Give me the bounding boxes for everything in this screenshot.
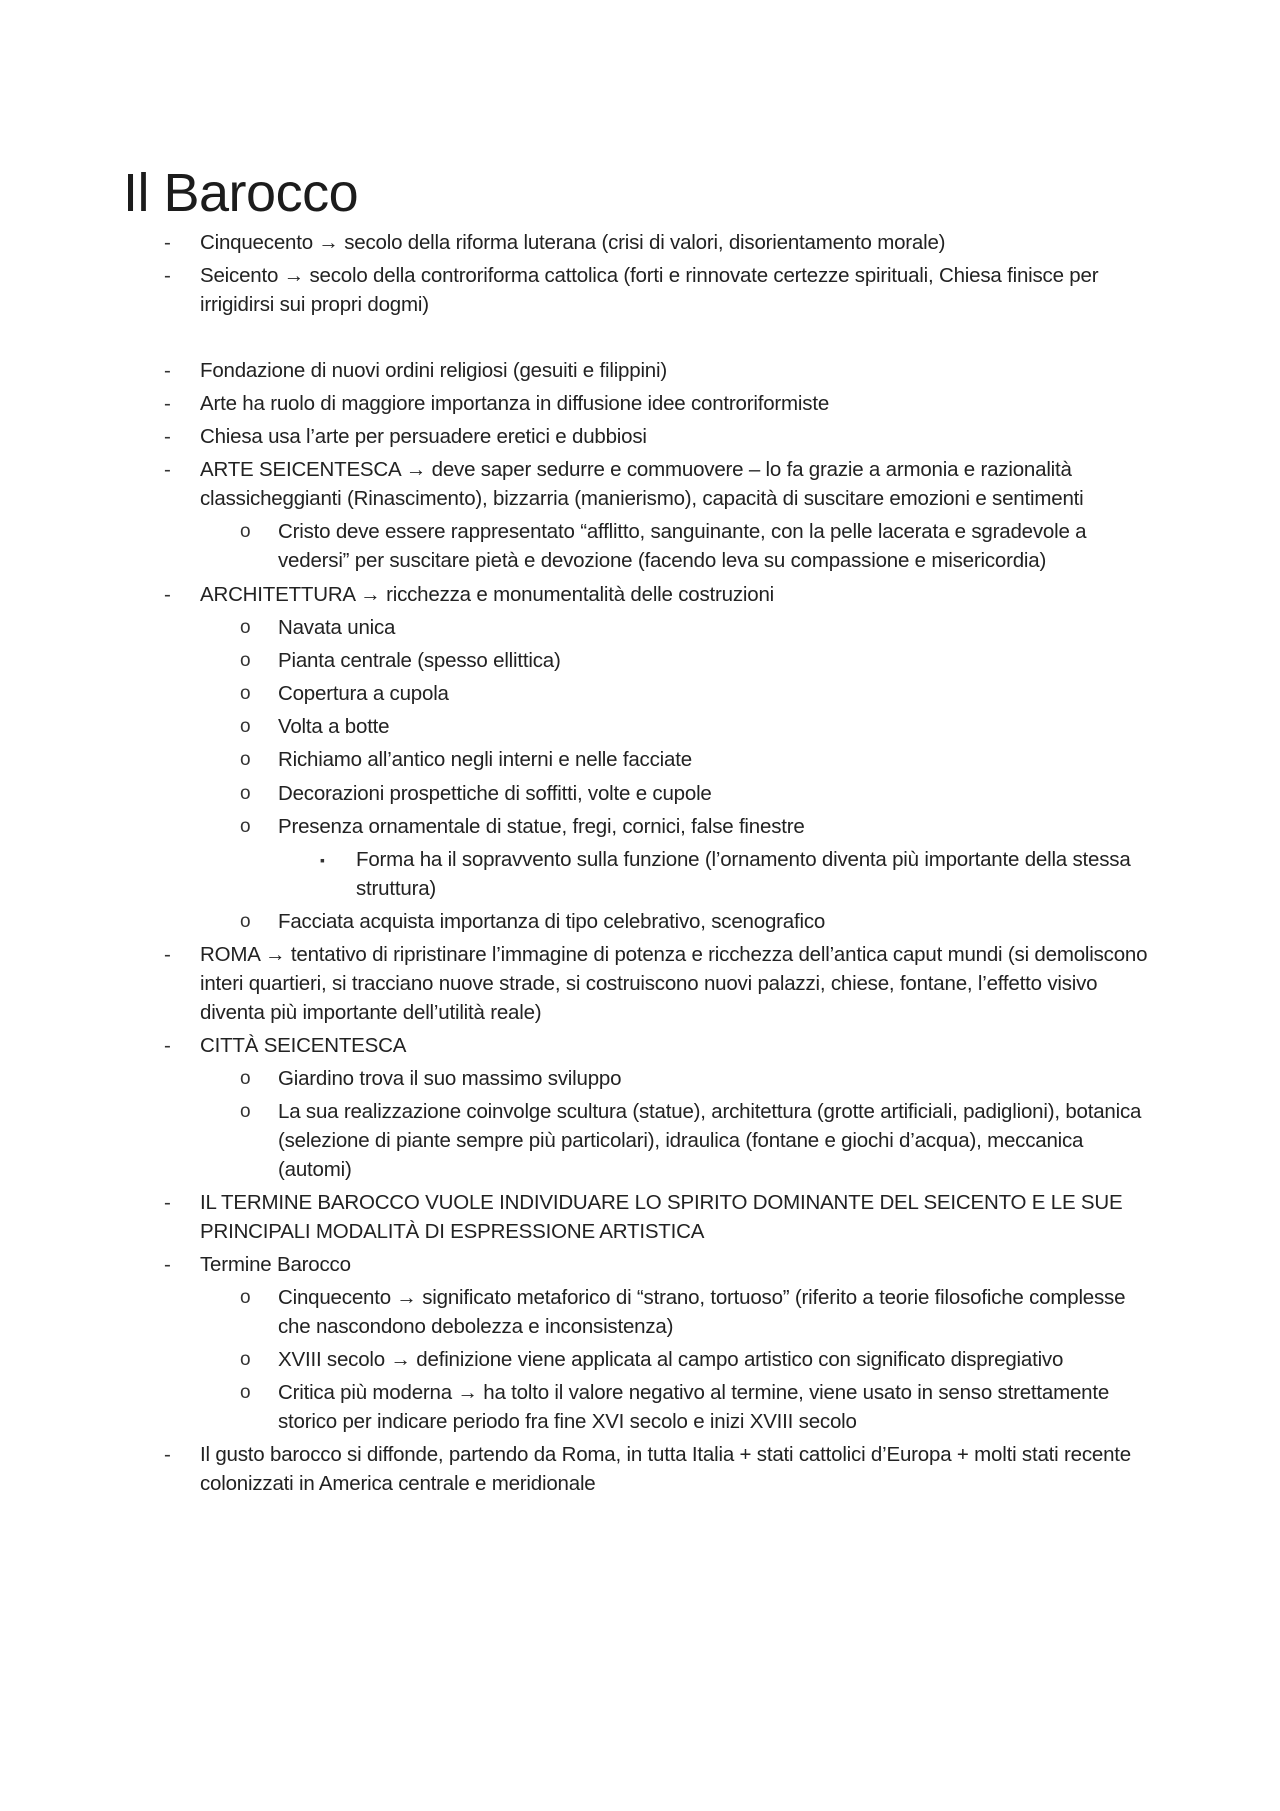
circle-bullet: o xyxy=(240,1068,251,1089)
list-item: o XVIII secolo → definizione viene applicata al campo artistico con significato dispregiativo xyxy=(278,1345,1158,1374)
circle-bullet: o xyxy=(240,911,251,932)
list-item: o Facciata acquista importanza di tipo celebrativo, scenografico xyxy=(278,907,1158,936)
dash-bullet: - xyxy=(164,458,171,481)
circle-bullet: o xyxy=(240,683,251,704)
circle-bullet: o xyxy=(240,521,251,542)
dash-bullet: - xyxy=(164,392,171,415)
circle-bullet: o xyxy=(240,1287,251,1308)
circle-bullet: o xyxy=(240,716,251,737)
dash-bullet: - xyxy=(164,1253,171,1276)
arrow-right-icon: → xyxy=(390,1348,411,1371)
list-item: - Arte ha ruolo di maggiore importanza in diffusione idee controriformiste xyxy=(200,389,1160,418)
arrow-right-icon: → xyxy=(265,943,286,966)
list-item: - ROMA → tentativo di ripristinare l’immagine di potenza e ricchezza dell’antica caput mundi (si demoliscono interi quartieri, si tracciano nuove strade, si costruiscono nuovi palazzi, chiese, fontane, l’effetto visivo diventa più importante dell’utilità reale) xyxy=(200,940,1160,1027)
arrow-right-icon: → xyxy=(360,583,381,606)
dash-bullet: - xyxy=(164,1191,171,1214)
dash-bullet: - xyxy=(164,359,171,382)
list-item: o Giardino trova il suo massimo sviluppo xyxy=(278,1064,1158,1093)
circle-bullet: o xyxy=(240,749,251,770)
list-item: o Critica più moderna → ha tolto il valore negativo al termine, viene usato in senso strettamente storico per indicare periodo fra fine XVI secolo e inizi XVIII secolo xyxy=(278,1378,1158,1436)
circle-bullet: o xyxy=(240,617,251,638)
dash-bullet: - xyxy=(164,231,171,254)
list-item: o Richiamo all’antico negli interni e nelle facciate xyxy=(278,745,1158,774)
list-item: o Pianta centrale (spesso ellittica) xyxy=(278,646,1158,675)
dash-bullet: - xyxy=(164,425,171,448)
arrow-right-icon: → xyxy=(283,264,304,287)
list-item: - ARCHITETTURA → ricchezza e monumentalità delle costruzioni xyxy=(200,580,1160,609)
list-item: ▪ Forma ha il sopravvento sulla funzione (l’ornamento diventa più importante della stessa struttura) xyxy=(320,848,1131,900)
circle-bullet: o xyxy=(240,1349,251,1370)
circle-bullet: o xyxy=(240,650,251,671)
list-item: - ARTE SEICENTESCA → deve saper sedurre e commuovere – lo fa grazie a armonia e razionalità classicheggianti (Rinascimento), bizzarria (manierismo), capacità di suscitare emozioni e sentimenti xyxy=(200,455,1160,513)
arrow-right-icon: → xyxy=(405,458,427,481)
circle-bullet: o xyxy=(240,783,251,804)
list-item: o La sua realizzazione coinvolge scultura (statue), architettura (grotte artificiali, padiglioni), botanica (selezione di piante sempre più particolari), idraulica (fontane e giochi d’acqua), meccanica (automi) xyxy=(278,1097,1158,1184)
dash-bullet: - xyxy=(164,264,171,287)
list-item: o Decorazioni prospettiche di soffitti, volte e cupole xyxy=(278,779,1158,808)
dash-bullet: - xyxy=(164,583,171,606)
dash-bullet: - xyxy=(164,1443,171,1466)
list-item: - CITTÀ SEICENTESCA xyxy=(200,1031,1160,1060)
list-item: - Seicento → secolo della controriforma cattolica (forti e rinnovate certezze spirituali, Chiesa finisce per irrigidirsi sui propri dogmi) xyxy=(200,261,1160,319)
dash-bullet: - xyxy=(164,943,171,966)
list-item: - Cinquecento → secolo della riforma luterana (crisi di valori, disorientamento morale) xyxy=(200,228,1160,257)
list-item: - IL TERMINE BAROCCO VUOLE INDIVIDUARE LO SPIRITO DOMINANTE DEL SEICENTO E LE SUE PRINCIPALI MODALITÀ DI ESPRESSIONE ARTISTICA xyxy=(200,1188,1160,1246)
list-item: - Il gusto barocco si diffonde, partendo da Roma, in tutta Italia + stati cattolici d’Europa + molti stati recente colonizzati in America centrale e meridionale xyxy=(200,1440,1160,1498)
list-item: o Presenza ornamentale di statue, fregi, cornici, false finestre xyxy=(278,812,1158,841)
circle-bullet: o xyxy=(240,1382,251,1403)
arrow-right-icon: → xyxy=(457,1381,478,1404)
arrow-right-icon: → xyxy=(396,1286,417,1309)
list-item: o Volta a botte xyxy=(278,712,1158,741)
document-title: Il Barocco xyxy=(123,163,359,223)
arrow-right-icon: → xyxy=(318,231,339,254)
circle-bullet: o xyxy=(240,1101,251,1122)
list-item: o Cinquecento → significato metaforico di “strano, tortuoso” (riferito a teorie filosofiche complesse che nascondono debolezza e inconsistenza) xyxy=(278,1283,1158,1341)
square-bullet: ▪ xyxy=(320,852,325,868)
list-item: o Copertura a cupola xyxy=(278,679,1158,708)
list-item: - Fondazione di nuovi ordini religiosi (gesuiti e filippini) xyxy=(200,356,1160,385)
circle-bullet: o xyxy=(240,816,251,837)
dash-bullet: - xyxy=(164,1034,171,1057)
list-item: o Navata unica xyxy=(278,613,1158,642)
list-item: - Chiesa usa l’arte per persuadere eretici e dubbiosi xyxy=(200,422,1160,451)
list-item: - Termine Barocco xyxy=(200,1250,1160,1279)
list-item: o Cristo deve essere rappresentato “afflitto, sanguinante, con la pelle lacerata e sgradevole a vedersi” per suscitare pietà e devozione (facendo leva su compassione e misericordia) xyxy=(278,517,1158,575)
